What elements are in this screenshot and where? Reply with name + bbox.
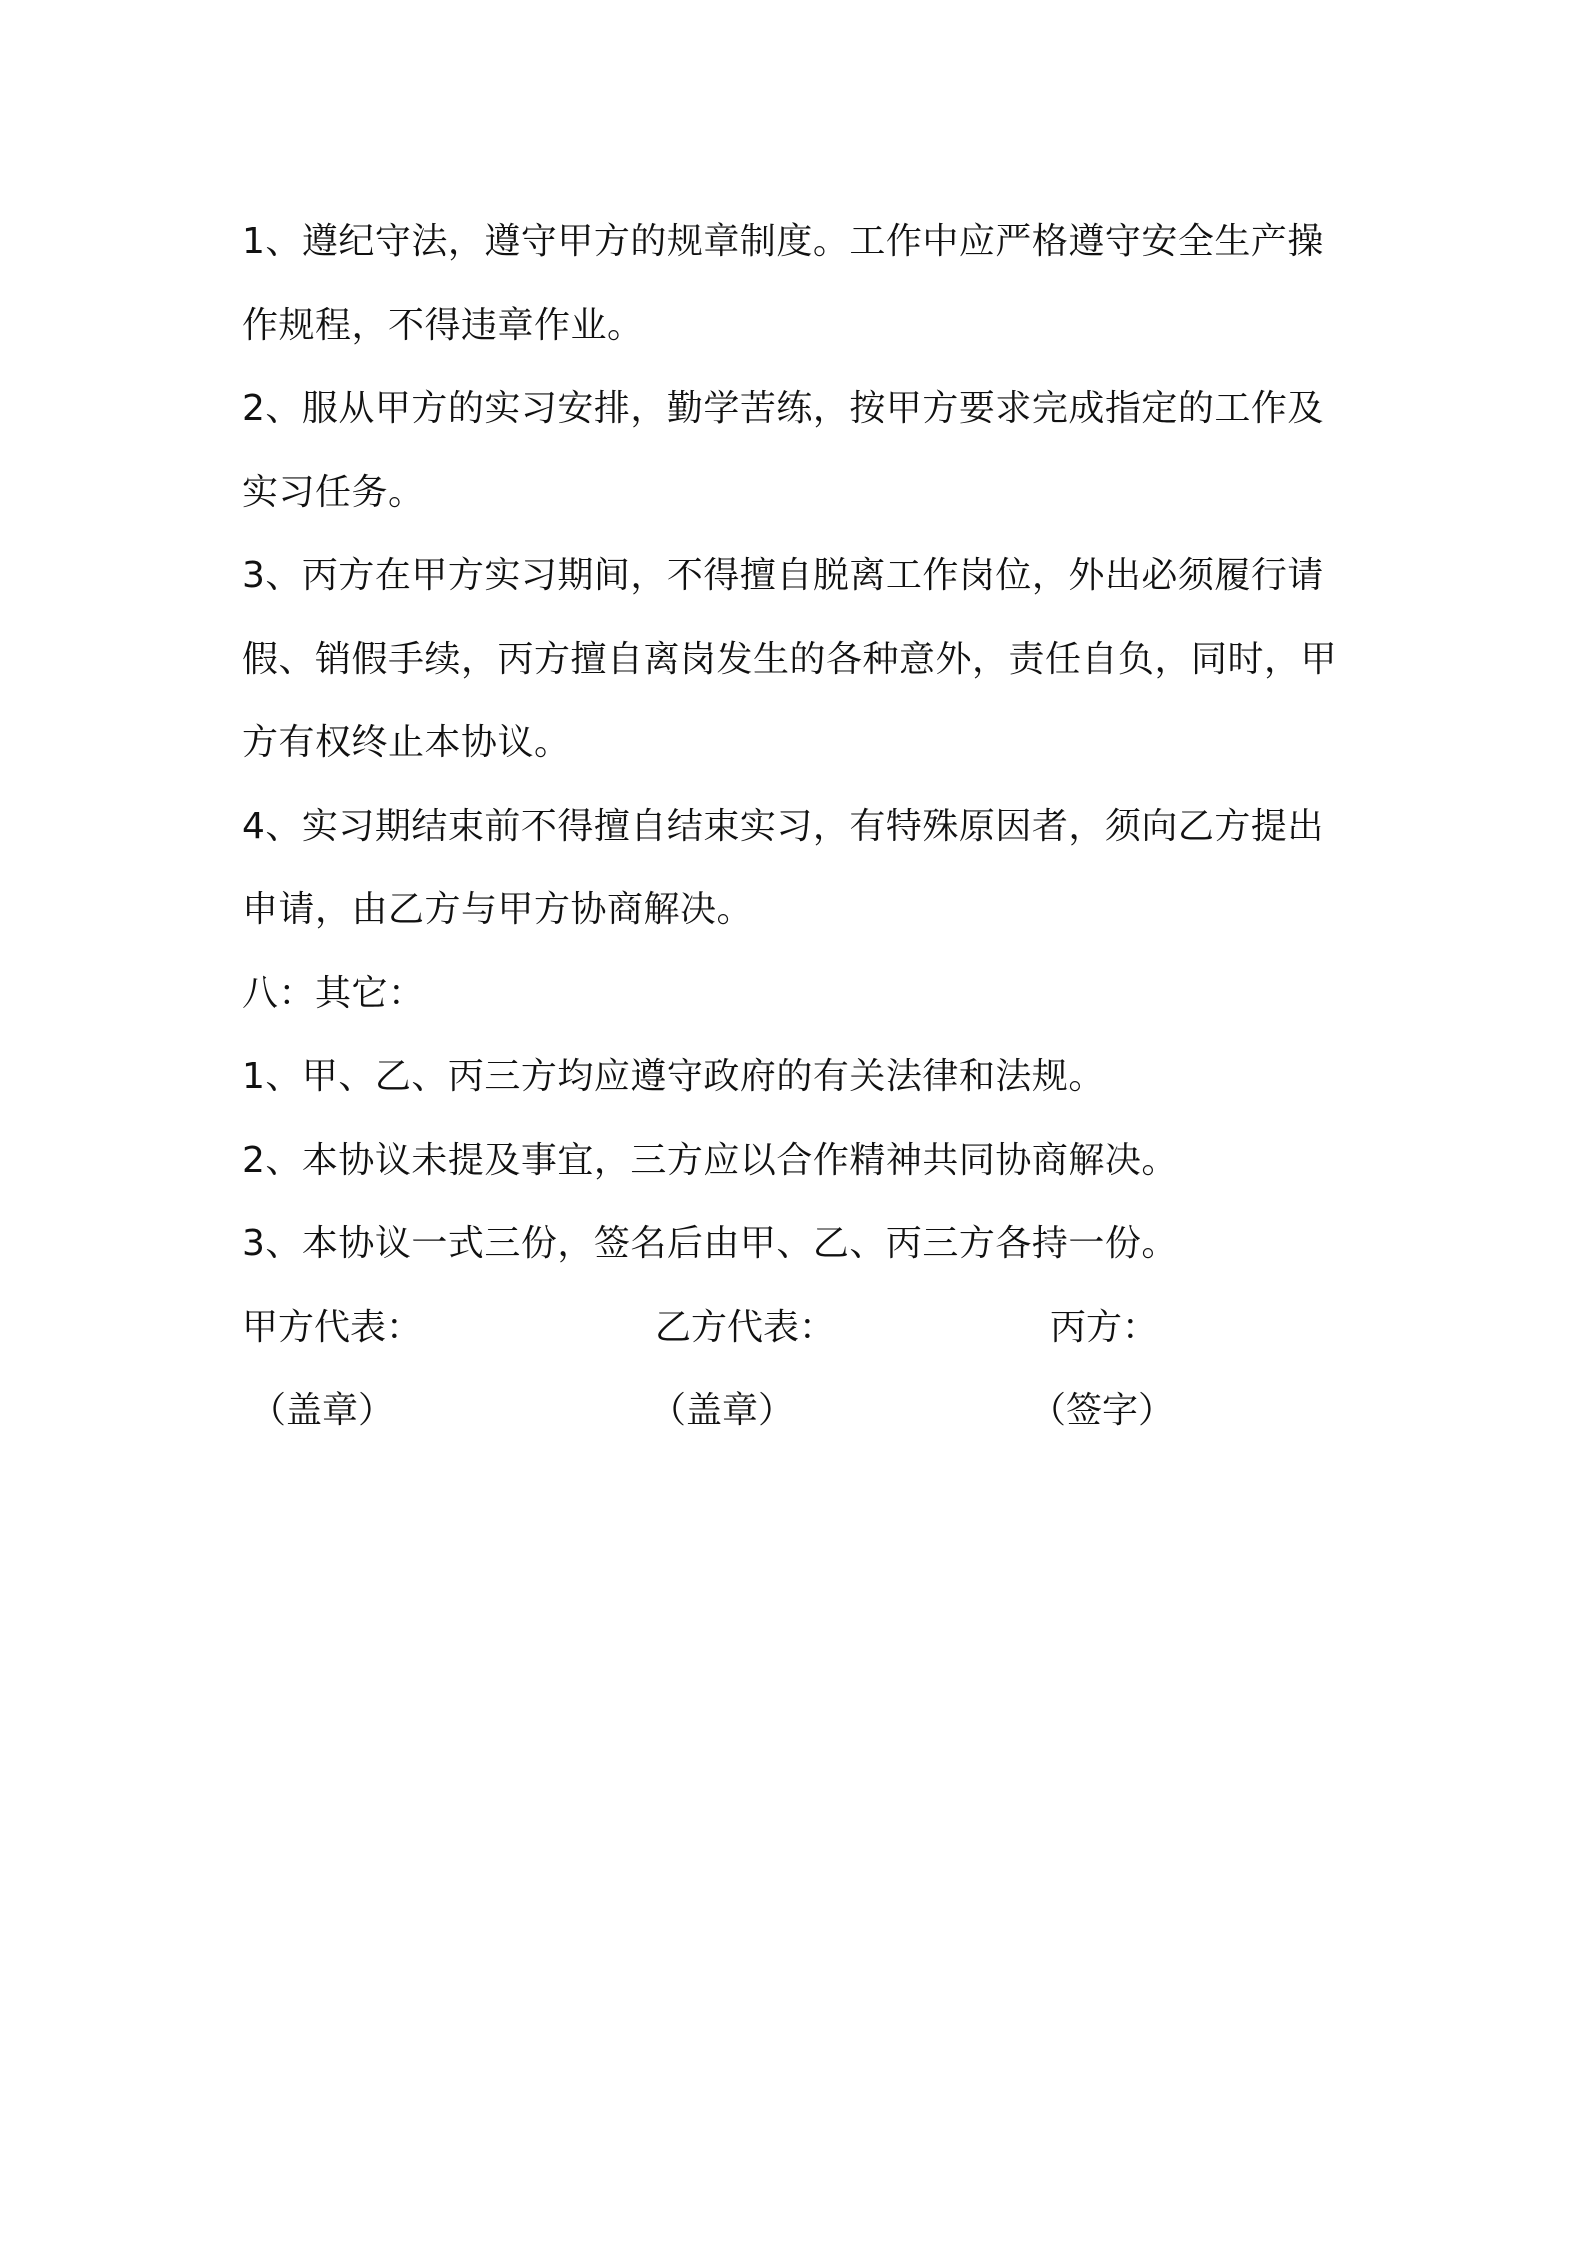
- clause-line: 实习任务。: [242, 471, 425, 513]
- clause-line: 方有权终止本协议。: [242, 722, 571, 763]
- signature-labels-row: [242, 1286, 1362, 1370]
- party-c-signature-label: 丙方：: [1050, 1306, 1159, 1348]
- clause-line: 3、本协议一式三份，签名后由甲、乙、丙三方各持一份。: [242, 1223, 1178, 1264]
- party-b-signature-label: 乙方代表：: [655, 1306, 836, 1348]
- agreement-body: [242, 200, 1362, 1453]
- party-c-sign-note: （签字）: [1030, 1390, 1175, 1431]
- party-b-stamp-note: （盖章）: [650, 1390, 795, 1431]
- clause-line: 假、销假手续，丙方擅自离岗发生的各种意外，责任自负，同时，甲: [242, 638, 1338, 680]
- clause-line: 3、丙方在甲方实习期间，不得擅自脱离工作岗位，外出必须履行请: [242, 555, 1324, 596]
- clause-line: 作规程，不得违章作业。: [242, 304, 644, 346]
- clause-line: 2、服从甲方的实习安排，勤学苦练，按甲方要求完成指定的工作及: [242, 388, 1324, 429]
- clause-line: 2、本协议未提及事宜，三方应以合作精神共同协商解决。: [242, 1139, 1178, 1181]
- party-a-signature-label: 甲方代表：: [242, 1306, 423, 1348]
- clause-line: 申请，由乙方与甲方协商解决。: [242, 889, 754, 930]
- clause-line: 4、实习期结束前不得擅自结束实习，有特殊原因者，须向乙方提出: [242, 805, 1324, 847]
- clause-line: 1、甲、乙、丙三方均应遵守政府的有关法律和法规。: [242, 1056, 1105, 1097]
- section-heading-other: 八：其它：: [242, 972, 425, 1014]
- party-a-stamp-note: （盖章）: [250, 1390, 395, 1431]
- clause-line: 1、遵纪守法，遵守甲方的规章制度。工作中应严格遵守安全生产操: [242, 221, 1324, 262]
- signature-notes-row: [242, 1369, 1362, 1453]
